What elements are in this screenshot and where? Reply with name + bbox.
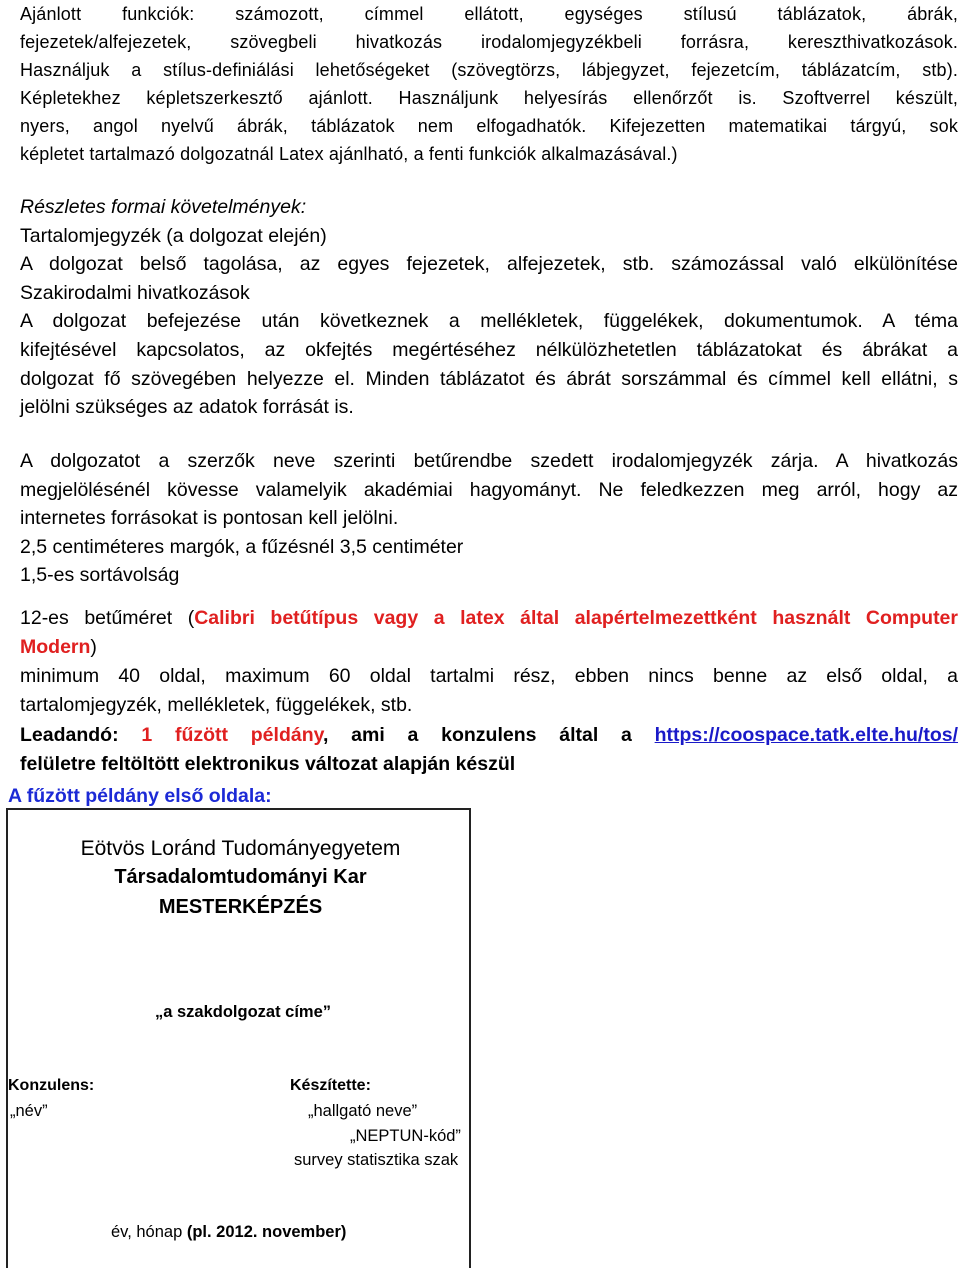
requirements-section	[20, 193, 958, 422]
requirement-line: A dolgozat belső tagolása, az egyes fejezetek, alfejezetek, stb. számozással való elkülönítése	[20, 253, 958, 276]
program-name: MESTERKÉPZÉS	[158, 896, 323, 918]
font-requirement-close: )	[90, 635, 97, 658]
date-text: év, hónap (pl. 2012. november)	[111, 1223, 347, 1241]
faculty-name: Társadalomtudományi Kar	[114, 866, 367, 888]
requirements-heading: Részletes formai követelmények:	[20, 196, 307, 218]
author-label: Készítette:	[290, 1077, 371, 1094]
submission-section	[20, 721, 958, 778]
submission-line1	[20, 721, 958, 750]
intro-line: Képletekhez képletszerkesztő ajánlott. Használjunk helyesírás ellenőrzőt is. Szoftverrel készült,	[20, 88, 958, 108]
font-family-text: Calibri betűtípus vagy a latex által alapértelmezettként használt Computer	[194, 607, 958, 629]
intro-line: képletet tartalmazó dolgozatnál Latex ajánlható, a fenti funkciók alkalmazásával.)	[20, 144, 678, 164]
cover-page-heading: A fűzött példány első oldala:	[8, 785, 272, 807]
recommended-features-paragraph	[20, 0, 958, 168]
cover-page-box	[6, 808, 471, 1268]
requirement-line: A dolgozat befejezése után következnek a mellékletek, függelékek, dokumentumok. A téma	[20, 310, 958, 333]
intro-line: fejezetek/alfejezetek, szövegbeli hivatkozás irodalomjegyzékbeli forrásra, kereszthivatkozások.	[20, 32, 958, 52]
submission-text: , ami a konzulens által a	[323, 724, 632, 746]
requirement-line: dolgozat fő szövegében helyezze el. Minden táblázatot és ábrát sorszámmal és címmel kell ellátni, s	[20, 367, 958, 390]
bibliography-line: A dolgozatot a szerzők neve szerinti betűrendbe szedett irodalomjegyzék zárja. A hivatkozás	[20, 450, 958, 472]
length-requirement	[20, 662, 958, 719]
bibliography-line: internetes forrásokat is pontosan kell jelölni.	[20, 507, 399, 530]
submission-copies: 1 fűzött példány	[141, 724, 324, 746]
university-name: Eötvös Loránd Tudományegyetem	[80, 837, 401, 860]
requirement-line: Tartalomjegyzék (a dolgozat elején)	[20, 224, 327, 247]
requirement-line: Szakirodalmi hivatkozások	[20, 281, 250, 304]
font-size-text: 12-es betűméret (	[20, 607, 195, 629]
submission-date	[111, 1223, 346, 1242]
requirement-line: kifejtésével kapcsolatos, az okfejtés megértéséhez nélkülözhetetlen táblázatokat és ábrákat a	[20, 338, 958, 361]
neptun-code: „NEPTUN-kód”	[350, 1127, 461, 1145]
supervisor-label: Konzulens:	[8, 1077, 95, 1094]
author-name: „hallgató neve”	[308, 1102, 418, 1120]
supervisor-name: „név”	[10, 1102, 48, 1120]
font-family-text-cont: Modern	[20, 635, 91, 658]
thesis-title: „a szakdolgozat címe”	[154, 1003, 332, 1021]
intro-line: Használjuk a stílus-definiálási lehetőségeket (szövegtörzs, lábjegyzet, fejezetcím, táblázatcím, stb).	[20, 60, 958, 80]
submission-label: Leadandó:	[20, 724, 119, 746]
margins-line: 2,5 centiméteres margók, a fűzésnél 3,5 centiméter	[20, 535, 464, 558]
intro-line: Ajánlott funkciók: számozott, címmel ellátott, egységes stílusú táblázatok, ábrák,	[20, 4, 958, 24]
submission-line2: felületre feltöltött elektronikus változat alapján készül	[20, 752, 516, 775]
font-requirement	[20, 604, 958, 661]
bibliography-section	[20, 447, 958, 590]
line-spacing-line: 1,5-es sortávolság	[20, 564, 180, 587]
coospace-link[interactable]: https://coospace.tatk.elte.hu/tos/	[654, 724, 959, 746]
font-requirement-line2	[20, 633, 958, 662]
intro-line: nyers, angol nyelvű ábrák, táblázatok nem elfogadhatók. Kifejezetten matematikai tárgyú, sok	[20, 116, 958, 136]
font-requirement-line1	[20, 604, 958, 633]
requirement-line: jelölni szükséges az adatok forrását is.	[20, 396, 354, 419]
author-program: survey statisztika szak	[294, 1151, 459, 1169]
bibliography-line: megjelölésénél kövesse valamelyik akadémiai hagyományt. Ne feledkezzen meg arról, hogy az	[20, 478, 958, 501]
length-line: minimum 40 oldal, maximum 60 oldal tartalmi rész, ebben nincs benne az első oldal, a	[20, 665, 958, 687]
length-line: tartalomjegyzék, mellékletek, függelékek, stb.	[20, 693, 413, 716]
date-example: (pl. 2012. november)	[186, 1223, 347, 1241]
